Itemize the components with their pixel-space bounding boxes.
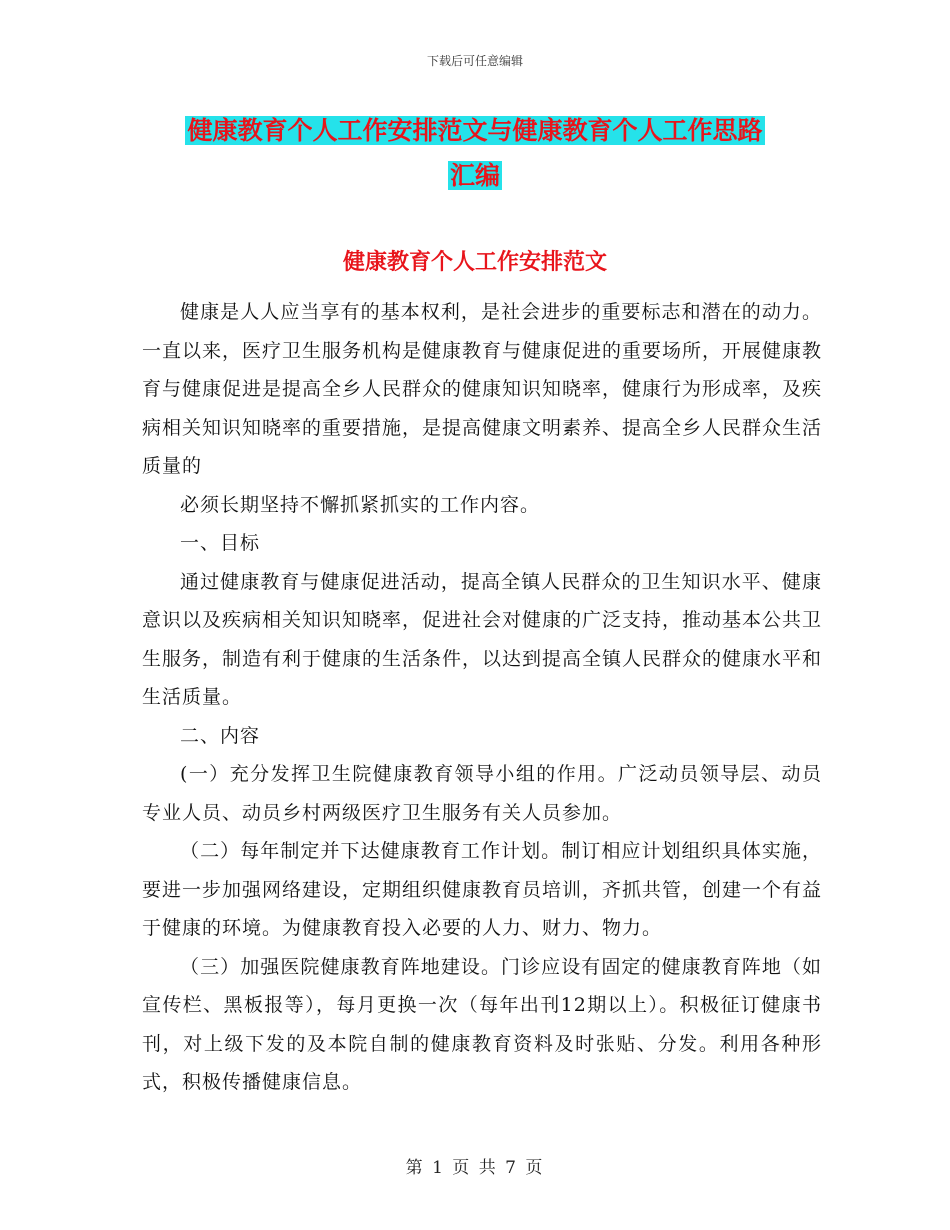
page-footer: 第 1 页 共 7 页 <box>405 1158 545 1178</box>
document-body <box>142 293 822 1102</box>
body-paragraph: 通过健康教育与健康促进活动，提高全镇人民群众的卫生知识水平、健康意识以及疾病相关知识知晓率，促进社会对健康的广泛支持，推动基本公共卫生服务，制造有利于健康的生活条件，以达到提高全镇人民群众的健康水平和生活质量。 <box>142 570 823 708</box>
document-title-line-2: 汇编 <box>449 161 500 190</box>
header-note: 下载后可任意编辑 <box>426 54 523 68</box>
body-paragraph: （三）加强医院健康教育阵地建设。门诊应设有固定的健康教育阵地（如宣传栏、黑板报等），每月更换一次（每年出刊12期以上）。积极征订健康书刊，对上级下发的及本院自制的健康教育资料及时张贴、分发。利用各种形式，积极传播健康信息。 <box>142 955 822 1093</box>
heading-goals: 一、目标 <box>180 532 261 554</box>
body-paragraph: 健康是人人应当享有的基本权利，是社会进步的重要标志和潜在的动力。一直以来，医疗卫生服务机构是健康教育与健康促进的重要场所，开展健康教育与健康促进是提高全乡人民群众的健康知识知晓率，健康行为形成率，及疾病相关知识知晓率的重要措施，是提高健康文明素养、提高全乡人民群众生活质量的 <box>142 301 823 477</box>
body-paragraph: (一）充分发挥卫生院健康教育领导小组的作用。广泛动员领导层、动员专业人员、动员乡村两级医疗卫生服务有关人员参加。 <box>142 763 822 824</box>
document-title <box>0 108 950 198</box>
section-title: 健康教育个人工作安排范文 <box>342 250 607 275</box>
document-title-line-1: 健康教育个人工作安排范文与健康教育个人工作思路 <box>187 116 763 145</box>
heading-content: 二、内容 <box>180 724 261 747</box>
body-paragraph: 必须长期坚持不懈抓紧抓实的工作内容。 <box>180 493 541 516</box>
body-paragraph: （二）每年制定并下达健康教育工作计划。制订相应计划组织具体实施，要进一步加强网络建设，定期组织健康教育员培训，齐抓共管，创建一个有益于健康的环境。为健康教育投入必要的人力、财力、物力。 <box>142 840 823 939</box>
